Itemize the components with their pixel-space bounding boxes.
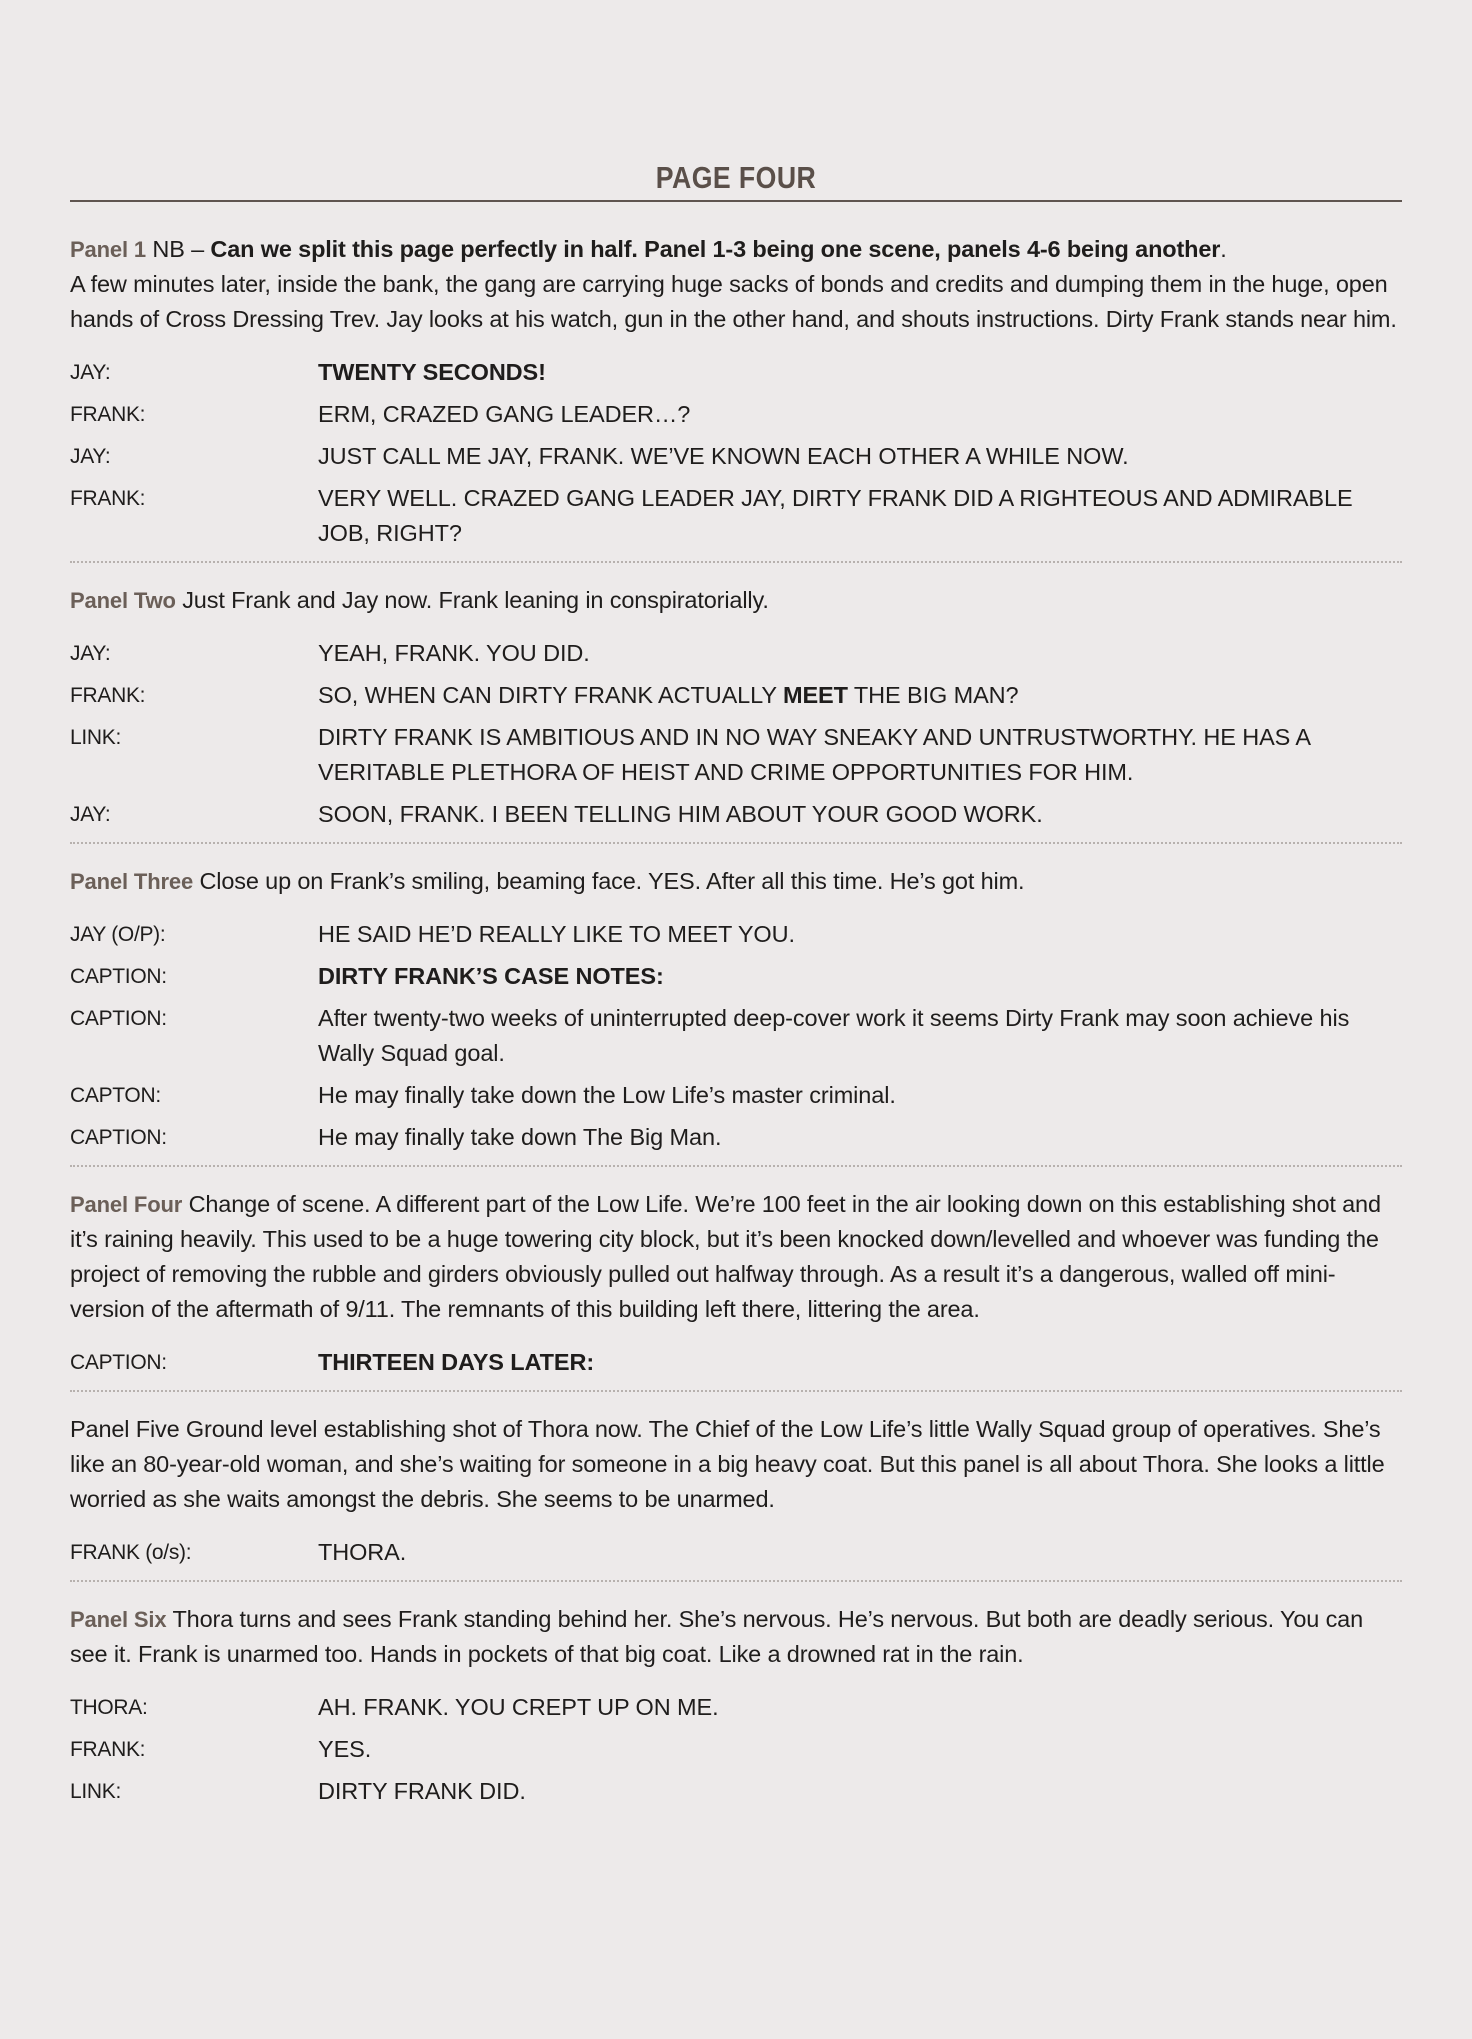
speaker: CAPTION: [70, 965, 167, 988]
speech: DIRTY FRANK’S CASE NOTES: [318, 963, 664, 989]
panel-4-description [70, 1187, 1402, 1327]
panel-divider [70, 1165, 1402, 1167]
speaker: THORA: [70, 1696, 148, 1719]
panel-5-label: Panel Five [70, 1416, 180, 1442]
panel-3-description-text: Close up on Frank’s smiling, beaming face. YES. After all this time. He’s got him. [193, 868, 1025, 894]
speaker: JAY: [70, 361, 111, 384]
speech: DIRTY FRANK DID. [318, 1778, 526, 1804]
dialogue-line [70, 917, 1402, 952]
panel-5-description [70, 1412, 1402, 1517]
speech: He may finally take down The Big Man. [318, 1124, 722, 1150]
speaker: FRANK: [70, 403, 146, 426]
panel-2-label: Panel Two [70, 588, 176, 613]
panel-6-description [70, 1602, 1402, 1672]
panel-5 [70, 1410, 1402, 1570]
speech: VERY WELL. CRAZED GANG LEADER JAY, DIRTY FRANK DID A RIGHTEOUS AND ADMIRABLE JOB, RIGHT? [318, 485, 1353, 546]
dialogue-line [70, 636, 1402, 671]
panel-2 [70, 581, 1402, 832]
speaker: LINK: [70, 726, 122, 749]
panel-6-description-text: Thora turns and sees Frank standing behind her. She’s nervous. He’s nervous. But both are deadly serious. You can see it. Frank is unarmed too. Hands in pockets of that big coat. Like a drowned rat in the rain. [70, 1606, 1364, 1667]
dialogue-line [70, 1690, 1402, 1725]
panel-divider [70, 561, 1402, 563]
speech: SOON, FRANK. I BEEN TELLING HIM ABOUT YOUR GOOD WORK. [318, 801, 1043, 827]
dialogue-line [70, 1078, 1402, 1113]
speech [318, 678, 1402, 713]
speaker: FRANK: [70, 487, 146, 510]
panel-divider [70, 1390, 1402, 1392]
speaker: CAPTON: [70, 1084, 161, 1107]
speech: TWENTY SECONDS! [318, 359, 546, 385]
dialogue-line [70, 720, 1402, 790]
panel-3-description [70, 864, 1402, 899]
speaker: JAY: [70, 642, 111, 665]
panel-divider [70, 1580, 1402, 1582]
speech: HE SAID HE’D REALLY LIKE TO MEET YOU. [318, 921, 795, 947]
speaker: LINK: [70, 1780, 122, 1803]
speaker: JAY: [70, 803, 111, 826]
page-title: PAGE FOUR [655, 160, 817, 195]
panel-1-label: Panel 1 [70, 237, 146, 262]
speech-part: SO, WHEN CAN DIRTY FRANK ACTUALLY [318, 682, 783, 708]
speaker: FRANK (o/s): [70, 1541, 192, 1564]
dialogue-line [70, 678, 1402, 713]
panel-4-description-text: Change of scene. A different part of the Low Life. We’re 100 feet in the air looking down on this establishing shot and it’s raining heavily. This used to be a huge towering city block, but it’s been knocked down/levelled and whoever was funding the project of removing the rubble and girders obviously pulled out halfway through. As a result it’s a dangerous, walled off mini-version of the aftermath of 9/11. The remnants of this building left there, littering the area. [70, 1191, 1381, 1322]
speech: JUST CALL ME JAY, FRANK. WE’VE KNOWN EACH OTHER A WHILE NOW. [318, 443, 1129, 469]
speech: YES. [318, 1736, 372, 1762]
panel-1-description-text: A few minutes later, inside the bank, the gang are carrying huge sacks of bonds and credits and dumping them in the huge, open hands of Cross Dressing Trev. Jay looks at his watch, gun in the other hand, and shouts instructions. Dirty Frank stands near him. [70, 271, 1397, 332]
speech: THIRTEEN DAYS LATER: [318, 1349, 595, 1375]
dialogue-line [70, 439, 1402, 474]
dialogue-line [70, 397, 1402, 432]
panel-3 [70, 862, 1402, 1155]
dialogue-line [70, 1774, 1402, 1809]
speaker: FRANK: [70, 1738, 146, 1761]
speech: He may finally take down the Low Life’s master criminal. [318, 1082, 896, 1108]
panel-2-description [70, 583, 1402, 618]
speaker: JAY: [70, 445, 111, 468]
panel-2-description-text: Just Frank and Jay now. Frank leaning in conspiratorially. [175, 587, 769, 613]
dialogue-line [70, 1535, 1402, 1570]
panel-1-nb-end: . [1220, 236, 1227, 262]
dialogue-line [70, 1120, 1402, 1155]
dialogue-line [70, 355, 1402, 390]
speech: AH. FRANK. YOU CREPT UP ON ME. [318, 1694, 719, 1720]
speech: ERM, CRAZED GANG LEADER…? [318, 401, 691, 427]
panel-6-label: Panel Six [70, 1607, 167, 1632]
speaker: CAPTION: [70, 1351, 167, 1374]
panel-1-nb-note: Can we split this page perfectly in half. Panel 1-3 being one scene, panels 4-6 being another [210, 236, 1221, 262]
speech-part: THE BIG MAN? [847, 682, 1019, 708]
speech: THORA. [318, 1539, 407, 1565]
panel-1 [70, 202, 1402, 551]
speech-emphasis: MEET [782, 682, 848, 708]
panel-3-label: Panel Three [70, 869, 194, 894]
speaker: JAY (O/P): [70, 923, 166, 946]
dialogue-line [70, 959, 1402, 994]
panel-1-nb-prefix: NB – [146, 236, 211, 262]
panel-1-description [70, 232, 1402, 337]
speech: DIRTY FRANK IS AMBITIOUS AND IN NO WAY SNEAKY AND UNTRUSTWORTHY. HE HAS A VERITABLE PLETHORA OF HEIST AND CRIME OPPORTUNITIES FOR HIM. [318, 724, 1310, 785]
dialogue-line [70, 1345, 1402, 1380]
speaker: FRANK: [70, 684, 146, 707]
dialogue-line [70, 481, 1402, 551]
speech: After twenty-two weeks of uninterrupted deep-cover work it seems Dirty Frank may soon achieve his Wally Squad goal. [318, 1005, 1350, 1066]
speaker: CAPTION: [70, 1007, 167, 1030]
panel-4 [70, 1185, 1402, 1380]
panel-6 [70, 1600, 1402, 1809]
dialogue-line [70, 1001, 1402, 1071]
speech: YEAH, FRANK. YOU DID. [318, 640, 590, 666]
dialogue-line [70, 1732, 1402, 1767]
dialogue-line [70, 797, 1402, 832]
panel-divider [70, 842, 1402, 844]
panel-4-label: Panel Four [70, 1192, 183, 1217]
speaker: CAPTION: [70, 1126, 167, 1149]
panel-5-description-text: Ground level establishing shot of Thora now. The Chief of the Low Life’s little Wally Squad group of operatives. She’s like an 80-year-old woman, and she’s waiting for someone in a big heavy coat. But this panel is all about Thora. She looks a little worried as she waits amongst the debris. She seems to be unarmed. [70, 1416, 1385, 1512]
